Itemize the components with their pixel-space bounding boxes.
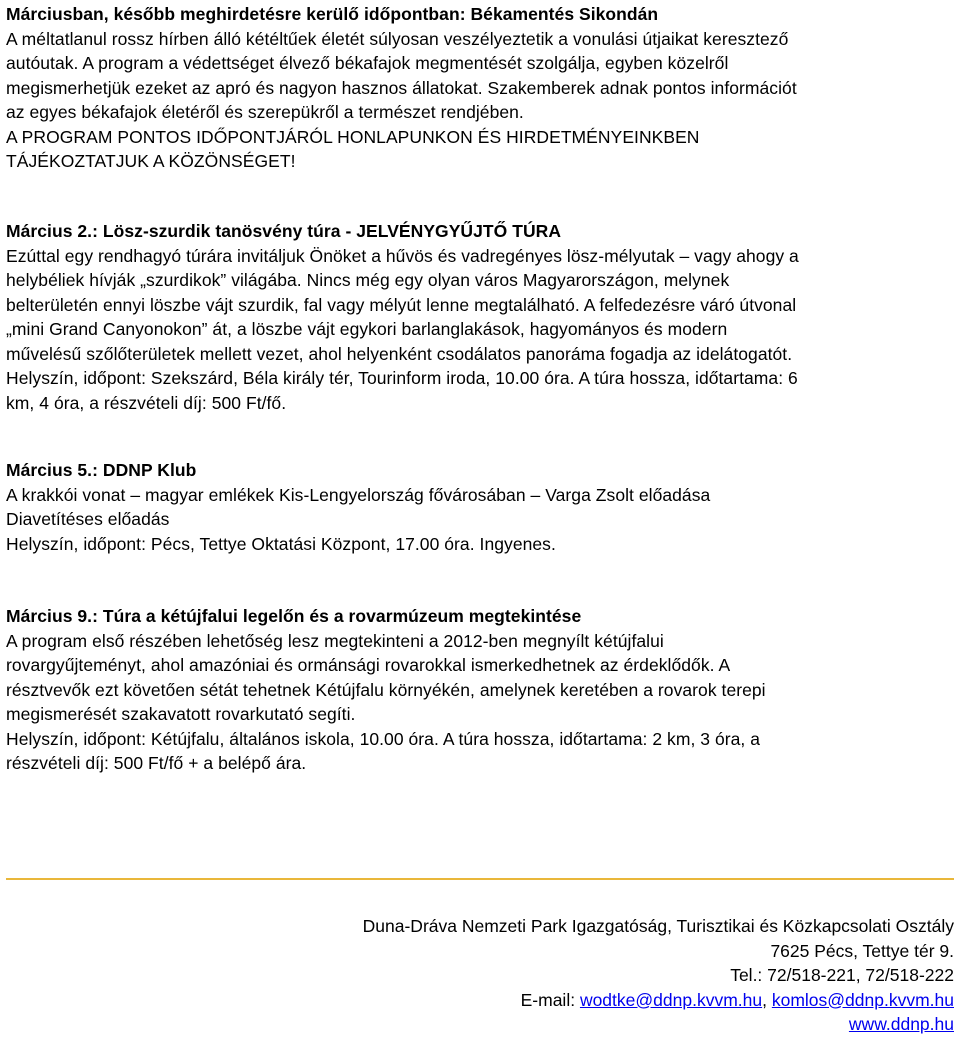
intro-line: autóutak. A program a védettséget élvező békafajok megmentését szolgálja, egyben közelről — [6, 53, 729, 73]
event-line: megismerését szakavatott rovarkutató segíti. — [6, 704, 356, 724]
intro-notice-line: TÁJÉKOZTATJUK A KÖZÖNSÉGET! — [6, 151, 296, 171]
event-line: Ezúttal egy rendhagyó túrára invitáljuk Önöket a hűvös és vadregényes lösz-mélyutak – vagy ahogy a — [6, 245, 799, 266]
footer-contact — [6, 914, 954, 1037]
event-march-9 — [6, 604, 954, 776]
event-line: Helyszín, időpont: Pécs, Tettye Oktatási Központ, 17.00 óra. Ingyenes. — [6, 533, 556, 554]
event-title: : Túra a kétújfalui legelőn és a rovarmúzeum megtekintése — [92, 606, 582, 626]
event-date: Március 9. — [6, 606, 93, 626]
event-line: belterületén ennyi löszbe vájt szurdik, fal vagy mélyút lenne megtalálható. A felfedezésre váró útvonal — [6, 294, 797, 315]
intro-title: Márciusban, később meghirdetésre kerülő időpontban: Békamentés Sikondán — [6, 4, 659, 24]
event-line: km, 4 óra, a részvételi díj: 500 Ft/fő. — [6, 392, 287, 413]
event-line: művelésű szőlőterületek mellett vezet, ahol helyenként csodálatos panoráma fogadja az idelátogatót. — [6, 343, 793, 364]
email-link-komlos[interactable]: komlos@ddnp.kvvm.hu — [771, 989, 954, 1010]
event-title: : Lösz-szurdik tanösvény túra - JELVÉNYGYŰJTŐ TÚRA — [92, 221, 562, 241]
footer-email-label: E-mail: — [520, 989, 580, 1010]
footer-address: 7625 Pécs, Tettye tér 9. — [770, 940, 954, 961]
event-line: résztvevők ezt követően sétát tehetnek Kétújfalu környékén, amelynek keretében a rovarok terepi — [6, 679, 766, 700]
event-line: rovargyűjteményt, ahol amazóniai és ormánsági rovarokkal ismerkedhetnek az érdeklődők. A — [6, 655, 731, 675]
intro-section — [6, 2, 954, 174]
event-line: Diavetítéses előadás — [6, 509, 170, 529]
email-link-wodtke[interactable]: wodtke@ddnp.kvvm.hu — [579, 989, 763, 1010]
event-title: : DDNP Klub — [92, 460, 197, 480]
footer-organization: Duna-Dráva Nemzeti Park Igazgatóság, Turisztikai és Közkapcsolati Osztály — [362, 916, 954, 936]
intro-line: az egyes békafajok életéről és szerepükről a természet rendjében. — [6, 102, 524, 122]
event-march-5 — [6, 458, 954, 556]
website-link[interactable]: www.ddnp.hu — [848, 1014, 954, 1034]
intro-line: A méltatlanul rossz hírben álló kétéltűek életét súlyosan veszélyeztetik a vonulási útjaikat keresztező — [6, 28, 789, 49]
footer-phone: Tel.: 72/518-221, 72/518-222 — [730, 965, 954, 985]
event-heading — [6, 219, 954, 244]
event-line: „mini Grand Canyonokon” át, a löszbe vájt egykori barlanglakások, hagyományos és modern — [6, 319, 728, 339]
event-line: A krakkói vonat – magyar emlékek Kis-Lengyelország fővárosában – Varga Zsolt előadása — [6, 484, 711, 505]
event-line: Helyszín, időpont: Kétújfalu, általános iskola, 10.00 óra. A túra hossza, időtartama: 2 km, 3 óra, a — [6, 728, 761, 749]
event-march-2 — [6, 219, 954, 415]
intro-notice-line: A PROGRAM PONTOS IDŐPONTJÁRÓL HONLAPUNKON ÉS HIRDETMÉNYEINKBEN — [6, 126, 700, 147]
event-line: részvételi díj: 500 Ft/fő + a belépő ára. — [6, 753, 307, 773]
footer-website-line — [6, 1012, 954, 1037]
footer-divider — [6, 878, 954, 880]
event-heading — [6, 604, 954, 629]
event-line: helybéliek hívják „szurdikok” világába. Nincs még egy olyan város Magyarországon, melynek — [6, 270, 730, 290]
event-date: Március 5. — [6, 460, 93, 480]
event-line: A program első részében lehetőség lesz megtekinteni a 2012-ben megnyílt kétújfalui — [6, 630, 664, 651]
event-line: Helyszín, időpont: Szekszárd, Béla király tér, Tourinform iroda, 10.00 óra. A túra hossza, időtartama: 6 — [6, 368, 798, 388]
intro-line: megismerhetjük ezeket az apró és nagyon hasznos állatokat. Szakemberek adnak pontos információt — [6, 77, 797, 98]
event-date: Március 2. — [6, 221, 93, 241]
footer-email-separator: , — [762, 989, 772, 1010]
event-heading — [6, 458, 954, 483]
footer-email-line — [6, 988, 954, 1013]
